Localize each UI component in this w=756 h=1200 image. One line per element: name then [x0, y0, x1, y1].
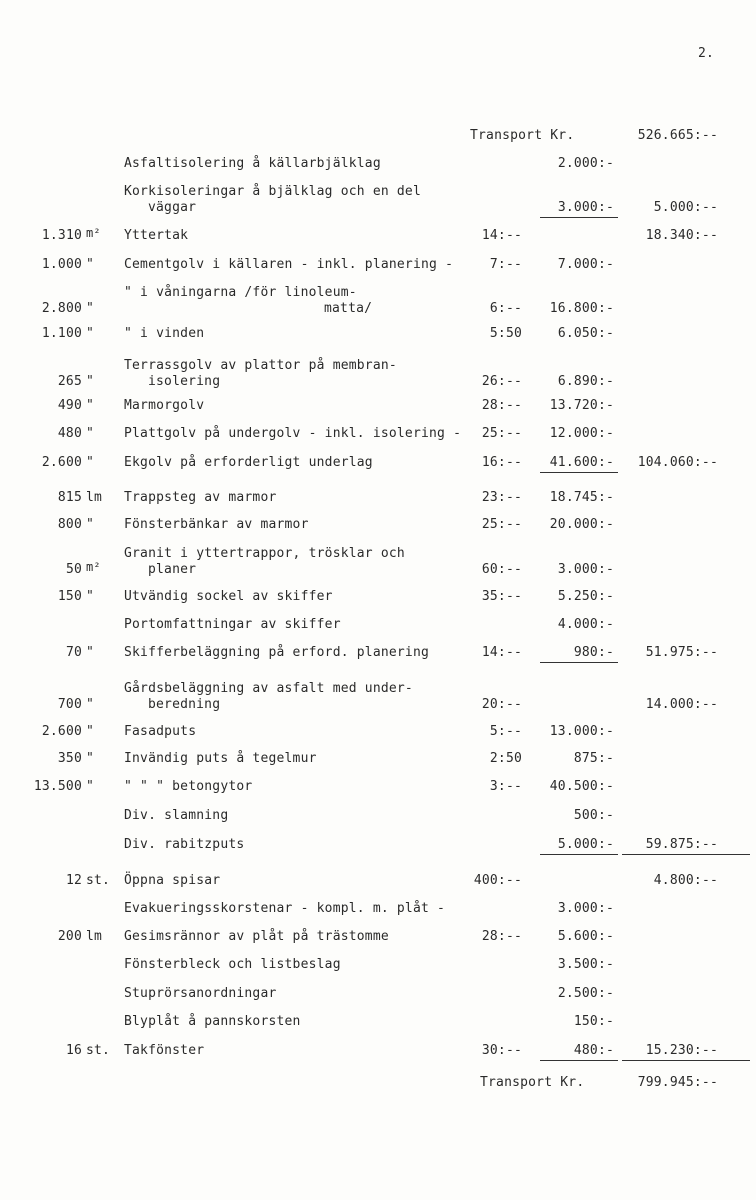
row-quantity: 12 [65, 873, 82, 888]
row-quantity: 16 [65, 1043, 82, 1058]
row-quantity: 490 [57, 398, 82, 413]
row-unit: " [86, 257, 95, 272]
row-amount: 150:- [573, 1014, 614, 1029]
row-subtotal: 15.230:-- [645, 1043, 718, 1058]
row-unit: " [86, 455, 95, 470]
row-unit-price: 5:50 [489, 326, 522, 341]
row-unit: " [86, 697, 95, 712]
amount-underline [540, 217, 618, 218]
row-subtotal: 51.975:-- [645, 645, 718, 660]
row-subtotal: 14.000:-- [645, 697, 718, 712]
row-description: Blyplåt å pannskorsten [124, 1014, 301, 1029]
header-transport-label: Transport Kr. [470, 128, 575, 143]
row-quantity: 70 [65, 645, 82, 660]
row-description: matta/ [324, 301, 373, 316]
row-quantity: 13.500 [33, 779, 82, 794]
row-description: Div. rabitzputs [124, 837, 245, 852]
row-description: " i vinden [124, 326, 205, 341]
row-amount: 980:- [573, 645, 614, 660]
row-unit: " [86, 398, 95, 413]
row-subtotal: 18.340:-- [645, 228, 718, 243]
row-amount: 20.000:- [549, 517, 614, 532]
row-unit: " [86, 589, 95, 604]
row-description: Skifferbeläggning på erford. planering [124, 645, 430, 660]
row-unit: " [86, 326, 95, 341]
row-amount: 41.600:- [549, 455, 614, 470]
row-unit-price: 400:-- [473, 873, 522, 888]
row-description: Ekgolv på erforderligt underlag [124, 455, 373, 470]
row-unit-price: 6:-- [489, 301, 522, 316]
row-description: Cementgolv i källaren - inkl. planering - [124, 257, 454, 272]
row-unit-price: 28:-- [481, 929, 522, 944]
row-amount: 480:- [573, 1043, 614, 1058]
row-unit-price: 25:-- [481, 426, 522, 441]
row-description: Div. slamning [124, 808, 229, 823]
row-quantity: 2.800 [41, 301, 82, 316]
row-unit-price: 14:-- [481, 228, 522, 243]
row-unit: " [86, 301, 95, 316]
row-description: Fasadputs [124, 724, 197, 739]
row-amount: 7.000:- [557, 257, 614, 272]
row-description: Yttertak [124, 228, 189, 243]
subtotal-underline [622, 854, 750, 855]
row-amount: 5.600:- [557, 929, 614, 944]
row-quantity: 1.310 [41, 228, 82, 243]
row-description: Öppna spisar [124, 873, 221, 888]
row-unit: " [86, 645, 95, 660]
row-unit: " [86, 724, 95, 739]
row-description: Terrassgolv av plattor på membran- [124, 358, 397, 373]
footer-transport-label: Transport Kr. [480, 1075, 585, 1090]
row-quantity: 2.600 [41, 455, 82, 470]
row-unit: m² [86, 560, 101, 574]
row-amount: 5.000:- [557, 837, 614, 852]
page-number: 2. [698, 46, 715, 61]
row-description: Fönsterbänkar av marmor [124, 517, 309, 532]
row-description: beredning [148, 697, 221, 712]
subtotal-underline [622, 1060, 750, 1061]
header-transport-amount: 526.665:-- [637, 128, 718, 143]
row-amount: 40.500:- [549, 779, 614, 794]
row-amount: 3.000:- [557, 901, 614, 916]
row-amount: 500:- [573, 808, 614, 823]
row-amount: 6.890:- [557, 374, 614, 389]
row-unit: st. [86, 1043, 111, 1058]
row-subtotal: 59.875:-- [645, 837, 718, 852]
row-description: Invändig puts å tegelmur [124, 751, 317, 766]
row-quantity: 350 [57, 751, 82, 766]
row-unit: " [86, 517, 95, 532]
row-amount: 5.250:- [557, 589, 614, 604]
row-unit: st. [86, 873, 111, 888]
row-amount: 16.800:- [549, 301, 614, 316]
row-quantity: 700 [57, 697, 82, 712]
row-description: Gårdsbeläggning av asfalt med under- [124, 681, 413, 696]
row-unit-price: 5:-- [489, 724, 522, 739]
row-description: Gesimsrännor av plåt på trästomme [124, 929, 389, 944]
row-amount: 12.000:- [549, 426, 614, 441]
row-description: Takfönster [124, 1043, 205, 1058]
row-description: Portomfattningar av skiffer [124, 617, 341, 632]
row-unit-price: 7:-- [489, 257, 522, 272]
row-description: Utvändig sockel av skiffer [124, 589, 333, 604]
row-unit: " [86, 779, 95, 794]
row-description: Stuprörsanordningar [124, 986, 277, 1001]
row-subtotal: 5.000:-- [653, 200, 718, 215]
row-unit-price: 23:-- [481, 490, 522, 505]
row-amount: 4.000:- [557, 617, 614, 632]
row-quantity: 200 [57, 929, 82, 944]
row-unit-price: 28:-- [481, 398, 522, 413]
amount-underline [540, 662, 618, 663]
row-description: " " " betongytor [124, 779, 253, 794]
row-amount: 3.500:- [557, 957, 614, 972]
row-subtotal: 104.060:-- [637, 455, 718, 470]
row-quantity: 150 [57, 589, 82, 604]
row-amount: 3.000:- [557, 200, 614, 215]
row-amount: 6.050:- [557, 326, 614, 341]
row-description: planer [148, 562, 197, 577]
row-amount: 875:- [573, 751, 614, 766]
row-description: " i våningarna /för linoleum- [124, 285, 357, 300]
row-unit-price: 25:-- [481, 517, 522, 532]
row-description: Granit i yttertrappor, trösklar och [124, 546, 405, 561]
row-description: Fönsterbleck och listbeslag [124, 957, 341, 972]
footer-transport-amount: 799.945:-- [637, 1075, 718, 1090]
row-description: Korkisoleringar å bjälklag och en del [124, 184, 421, 199]
row-amount: 3.000:- [557, 562, 614, 577]
row-description: isolering [148, 374, 221, 389]
row-description: Plattgolv på undergolv - inkl. isolering - [124, 426, 462, 441]
row-unit-price: 60:-- [481, 562, 522, 577]
row-quantity: 1.000 [41, 257, 82, 272]
row-unit-price: 26:-- [481, 374, 522, 389]
row-unit-price: 20:-- [481, 697, 522, 712]
row-description: Asfaltisolering å källarbjälklag [124, 156, 381, 171]
row-unit: " [86, 374, 95, 389]
row-unit: m² [86, 226, 101, 240]
row-unit-price: 35:-- [481, 589, 522, 604]
row-quantity: 2.600 [41, 724, 82, 739]
row-unit-price: 30:-- [481, 1043, 522, 1058]
row-amount: 13.720:- [549, 398, 614, 413]
row-unit: " [86, 751, 95, 766]
row-description: väggar [148, 200, 197, 215]
row-quantity: 50 [65, 562, 82, 577]
row-unit: lm [86, 490, 103, 505]
row-amount: 2.500:- [557, 986, 614, 1001]
row-amount: 2.000:- [557, 156, 614, 171]
amount-underline [540, 854, 618, 855]
row-unit-price: 14:-- [481, 645, 522, 660]
amount-underline [540, 472, 618, 473]
row-unit: " [86, 426, 95, 441]
row-quantity: 800 [57, 517, 82, 532]
row-quantity: 480 [57, 426, 82, 441]
row-description: Marmorgolv [124, 398, 205, 413]
row-unit: lm [86, 929, 103, 944]
row-amount: 13.000:- [549, 724, 614, 739]
row-unit-price: 16:-- [481, 455, 522, 470]
row-unit-price: 3:-- [489, 779, 522, 794]
row-description: Trappsteg av marmor [124, 490, 277, 505]
row-description: Evakueringsskorstenar - kompl. m. plåt - [124, 901, 446, 916]
row-quantity: 1.100 [41, 326, 82, 341]
amount-underline [540, 1060, 618, 1061]
row-quantity: 265 [57, 374, 82, 389]
row-unit-price: 2:50 [489, 751, 522, 766]
row-subtotal: 4.800:-- [653, 873, 718, 888]
row-quantity: 815 [57, 490, 82, 505]
row-amount: 18.745:- [549, 490, 614, 505]
